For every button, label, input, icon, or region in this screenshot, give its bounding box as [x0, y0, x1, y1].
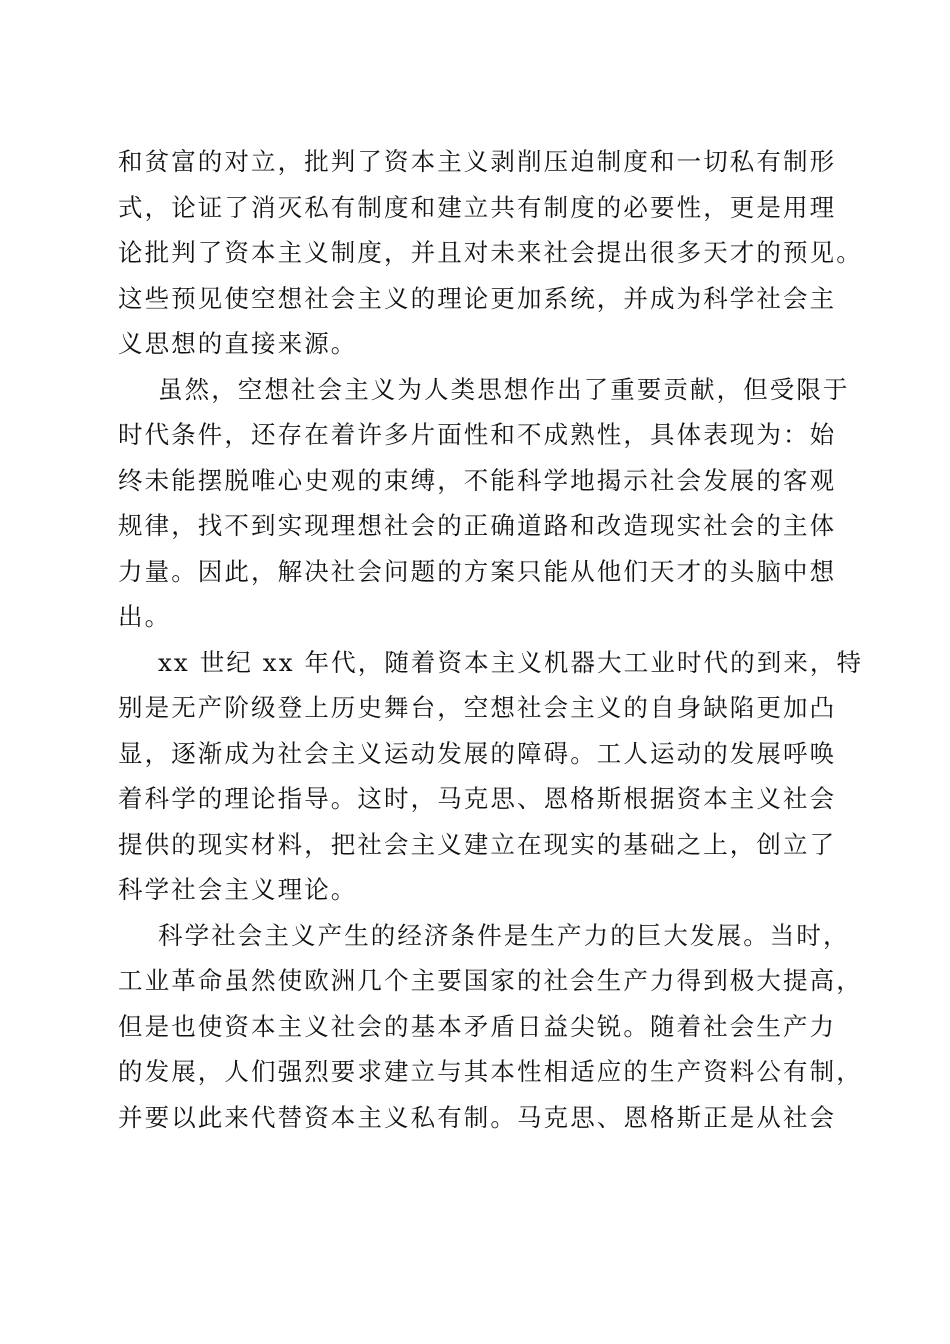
paragraph-2: [118, 367, 850, 640]
text-line: 的发展，人们强烈要求建立与其本性相适应的生产资料公有制，: [118, 1057, 863, 1086]
text-line: 出。: [118, 602, 172, 631]
text-line: 科学社会主义产生的经济条件是生产力的巨大发展。当时，: [158, 920, 850, 950]
paragraph-3: [118, 640, 864, 913]
text-line: 别是无产阶级登上历史舞台，空想社会主义的自身缺陷更加凸: [118, 693, 837, 722]
text-line: 显，逐渐成为社会主义运动发展的障碍。工人运动的发展呼唤: [118, 738, 837, 768]
text-line: 提供的现实材料，把社会主义建立在现实的基础之上，创立了: [118, 829, 837, 859]
text-line: 力量。因此，解决社会问题的方案只能从他们天才的头脑中想: [118, 556, 837, 586]
text-line: 着科学的理论指导。这时，马克思、恩格斯根据资本主义社会: [118, 784, 837, 813]
text-line: 终未能摆脱唯心史观的束缚，不能科学地揭示社会发展的客观: [118, 465, 837, 495]
text-line: 但是也使资本主义社会的基本矛盾日益尖锐。随着社会生产力: [118, 1011, 837, 1041]
text-line: 虽然，空想社会主义为人类思想作出了重要贡献，但受限于: [158, 374, 850, 404]
paragraph-4: [118, 913, 863, 1141]
text-line: 规律，找不到实现理想社会的正确道路和改造现实社会的主体: [118, 511, 837, 540]
text-line: xx 世纪 xx 年代，随着资本主义机器大工业时代的到来，特: [158, 647, 864, 677]
paragraph-1: [118, 139, 863, 367]
text-line: 论批判了资本主义制度，并且对未来社会提出很多天才的预见。: [118, 238, 863, 267]
text-line: 工业革命虽然使欧洲几个主要国家的社会生产力得到极大提高，: [118, 966, 863, 995]
text-line: 并要以此来代替资本主义私有制。马克思、恩格斯正是从社会: [118, 1102, 837, 1132]
text-line: 义思想的直接来源。: [118, 329, 358, 358]
text-line: 科学社会主义理论。: [118, 875, 358, 904]
text-line: 式，论证了消灭私有制度和建立共有制度的必要性，更是用理: [118, 192, 837, 222]
text-line: 时代条件，还存在着许多片面性和不成熟性，具体表现为：始: [118, 420, 837, 449]
body-text: [118, 139, 864, 1140]
text-line: 这些预见使空想社会主义的理论更加系统，并成为科学社会主: [118, 283, 837, 313]
text-line: 和贫富的对立，批判了资本主义剥削压迫制度和一切私有制形: [118, 147, 837, 176]
